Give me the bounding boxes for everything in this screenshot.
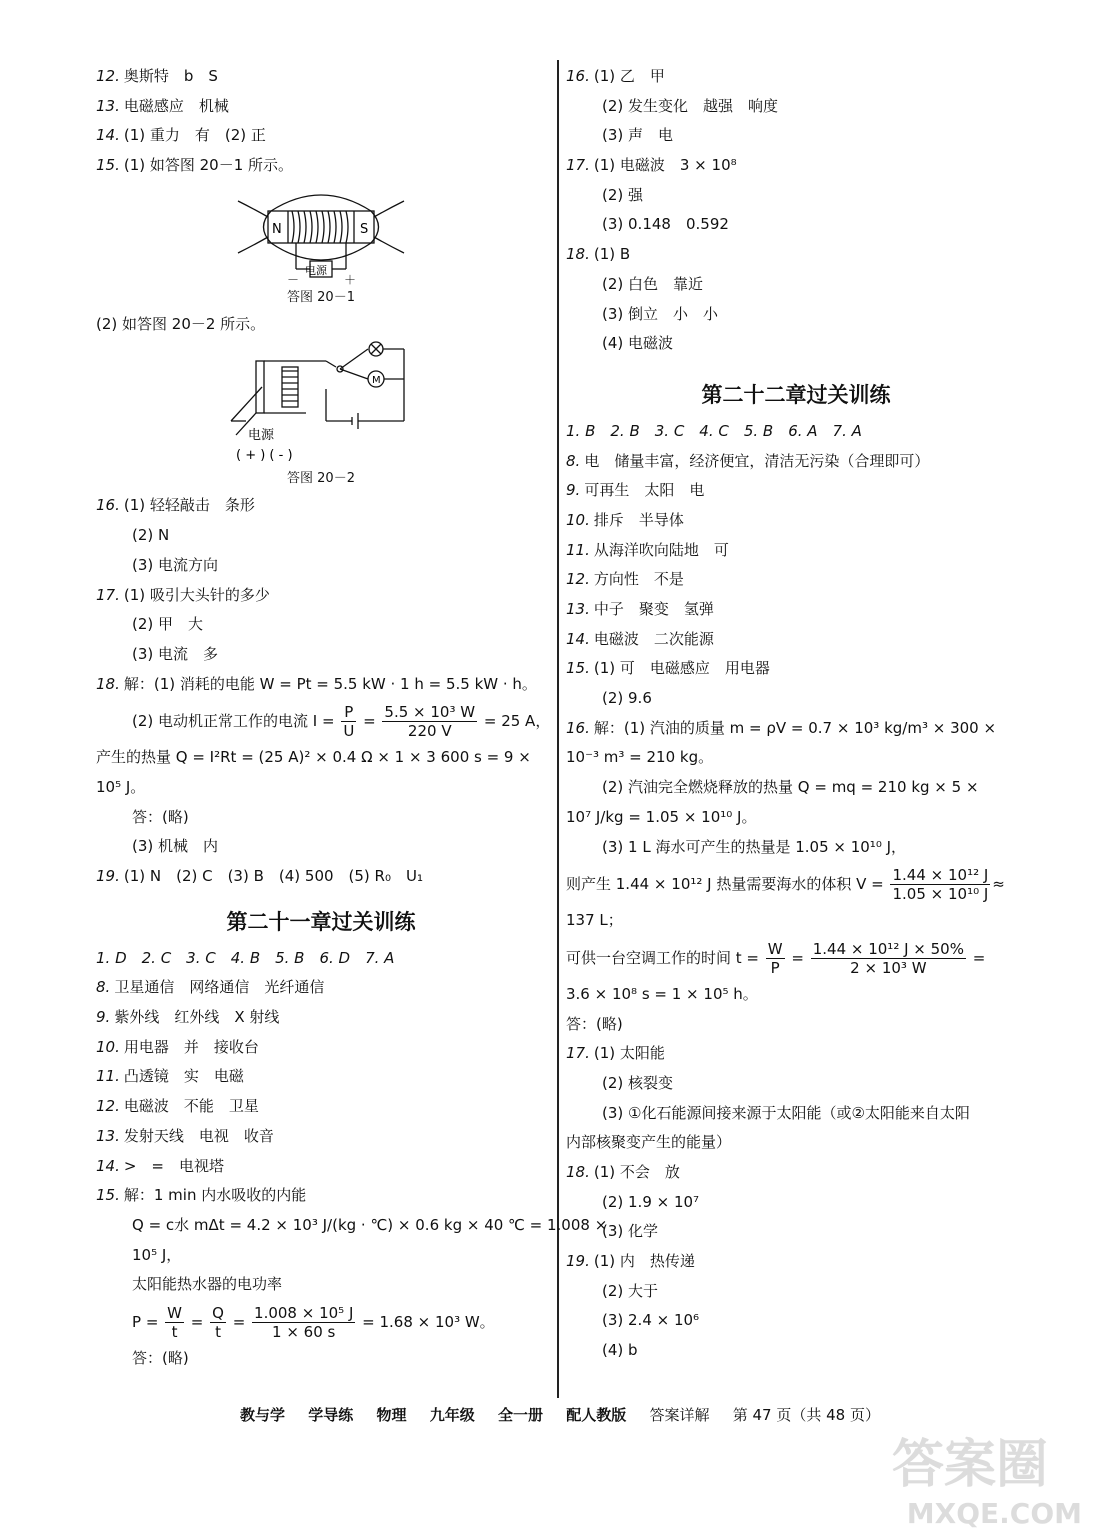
answer-17-3: (3) 电流 多 [132, 644, 219, 663]
ch22-answer-8: 8. 电 储量丰富，经济便宜，清洁无污染（合理即可） [566, 451, 930, 470]
answer-13: 13. 电磁感应 机械 [96, 96, 229, 115]
ch21-answer-10: 10. 用电器 并 接收台 [96, 1037, 259, 1056]
fig1-south-label: S [360, 221, 369, 237]
answer-18-heat: 产生的热量 Q = I²Rt = (25 A)² × 0.4 Ω × 1 × 3 600 s = 9 × [96, 748, 531, 767]
answer-17-right-3: (3) 0.148 0.592 [602, 215, 729, 234]
ch22-answer-11: 11. 从海洋吹向陆地 可 [566, 540, 729, 559]
answer-16: 16. (1) 轻轻敲击 条形 [96, 496, 255, 515]
answer-16-3: (3) 电流方向 [132, 555, 219, 574]
ch21-answer-15: 15. 解：1 min 内水吸收的内能 [96, 1186, 307, 1205]
figure-20-1-solenoid [96, 181, 546, 286]
ch22-answer-17: 17. (1) 太阳能 [566, 1044, 665, 1063]
fig1-minus-label: － [287, 272, 300, 286]
answer-18-right-2: (2) 白色 靠近 [602, 274, 704, 293]
answer-16-2: (2) N [132, 526, 170, 545]
answer-17-right: 17. (1) 电磁波 3 × 10⁸ [566, 156, 737, 175]
ch22-answer-16-heat-cont: 10⁷ J/kg = 1.05 × 10¹⁰ J。 [566, 807, 757, 826]
ch22-answer-16-volume-result: 137 L； [566, 911, 623, 930]
answer-19: 19. (1) N (2) C (3) B (4) 500 (5) R₀ U₁ [96, 867, 423, 885]
footer-volume: 全一册 [498, 1406, 544, 1424]
ch22-answer-17-2: (2) 核裂变 [602, 1073, 674, 1092]
fig2-motor-label: M [372, 375, 381, 387]
ch21-answer-15-reply: 答：(略) [132, 1348, 189, 1367]
ch22-answer-18-3: (3) 化学 [602, 1222, 659, 1241]
ch22-answer-16-reply: 答：(略) [566, 1014, 623, 1033]
fig1-power-label: 电源 [305, 263, 327, 277]
ch21-answer-15-power-label: 太阳能热水器的电功率 [132, 1275, 283, 1294]
ch21-answer-13: 13. 发射天线 电视 收音 [96, 1126, 274, 1145]
ch22-answer-15-2: (2) 9.6 [602, 689, 652, 708]
ch22-answer-16-time: 可供一台空调工作的时间 t = $\frac{W}{P}$ = $\frac{\text{1.44 × 10¹² J × 50\%}}{\text{2 × 10³ W}}$ = [566, 939, 986, 977]
ch22-answer-17-3: (3) ①化石能源间接来源于太阳能（或②太阳能来自太阳 [602, 1103, 970, 1122]
fig2-power-label: 电源 [248, 428, 275, 444]
fraction: $\frac{P}{U}$ [343, 703, 355, 741]
fraction: $\frac{\text{1.44 × 10¹² J × 50\%}}{\text{2 × 10³ W}}$ [812, 939, 964, 977]
page-footer [240, 1404, 940, 1425]
answer-18: 18. 解：(1) 消耗的电能 W = Pt = 5.5 kW · 1 h = 5.5 kW · h。 [96, 674, 537, 693]
answer-18-right: 18. (1) B [566, 245, 631, 264]
ch21-choice-answers: 1. D 2. C 3. C 4. B 5. B 6. D 7. A [96, 948, 395, 967]
ch22-answer-16-cont: 10⁻³ m³ = 210 kg。 [566, 748, 714, 767]
footer-book-subtitle: 学导练 [308, 1406, 354, 1424]
ch22-answer-16-time-result: 3.6 × 10⁸ s = 1 × 10⁵ h。 [566, 984, 758, 1003]
ch21-answer-14: 14. > = 电视塔 [96, 1156, 224, 1175]
ch22-answer-19-2: (2) 大于 [602, 1281, 659, 1300]
ch22-answer-19-3: (3) 2.4 × 10⁶ [602, 1311, 700, 1330]
ch22-answer-16: 16. 解：(1) 汽油的质量 m = ρV = 0.7 × 10³ kg/m³ × 300 × [566, 718, 997, 737]
column-divider [557, 60, 559, 1398]
ch21-answer-8: 8. 卫星通信 网络通信 光纤通信 [96, 978, 325, 997]
ch22-answer-16-seawater: (3) 1 L 海水可产生的热量是 1.05 × 10¹⁰ J， [602, 837, 907, 856]
answer-16-right-2: (2) 发生变化 越强 响度 [602, 96, 779, 115]
figure-20-1-caption: 答图 20－1 [287, 289, 355, 305]
figure-20-2-relay-circuit [96, 339, 546, 467]
ch22-answer-19: 19. (1) 内 热传递 [566, 1252, 695, 1271]
ch22-answer-14: 14. 电磁波 二次能源 [566, 629, 714, 648]
ch21-answer-11: 11. 凸透镜 实 电磁 [96, 1067, 244, 1086]
ch21-answer-9: 9. 紫外线 红外线 X 射线 [96, 1008, 280, 1027]
ch22-answer-12: 12. 方向性 不是 [566, 570, 684, 589]
answer-15-part2: (2) 如答图 20－2 所示。 [96, 314, 266, 333]
chapter-22-title: 第二十二章过关训练 [701, 381, 891, 407]
answer-18-right-4: (4) 电磁波 [602, 334, 674, 353]
footer-subject: 物理 [376, 1406, 407, 1424]
fig1-north-label: N [272, 221, 282, 237]
ch21-answer-15-heat-cont: 10⁵ J， [132, 1245, 182, 1264]
answer-17-right-2: (2) 强 [602, 185, 644, 204]
ch22-answer-17-3-cont: 内部核聚变产生的能量） [566, 1133, 732, 1152]
answer-18-reply: 答：(略) [132, 807, 189, 826]
footer-book-title: 教与学 [240, 1406, 286, 1424]
ch21-answer-12: 12. 电磁波 不能 卫星 [96, 1097, 259, 1116]
page-number: 第 47 页（共 48 页） [732, 1406, 880, 1424]
answer-12: 12. 奥斯特 b S [96, 67, 218, 85]
watermark-text: 答案圈 [892, 1434, 1049, 1495]
answer-16-right: 16. (1) 乙 甲 [566, 67, 665, 85]
fig2-poles-label: ( + ) ( - ) [236, 448, 293, 464]
ch22-answer-19-4: (4) b [602, 1341, 638, 1360]
answer-17-2: (2) 甲 大 [132, 615, 204, 634]
fraction: $\frac{W}{t}$ [167, 1303, 182, 1341]
ch21-answer-15-heat: Q = c水 mΔt = 4.2 × 10³ J/(kg · ℃) × 0.6 kg × 40 ℃ = 1.008 × [132, 1215, 608, 1234]
answer-18-right-3: (3) 倒立 小 小 [602, 304, 719, 323]
ch22-answer-10: 10. 排斥 半导体 [566, 510, 684, 529]
chapter-21-title: 第二十一章过关训练 [226, 908, 416, 934]
fraction: $\frac{\text{5.5 × 10³ W}}{220 V}$ [384, 703, 476, 741]
answer-18-current: (2) 电动机正常工作的电流 I = $\frac{P}{U}$ = $\frac{\text{5.5 × 10³ W}}{220 V}$ = 25 A， [132, 703, 551, 741]
watermark-url: MXQE.COM [906, 1497, 1082, 1530]
answer-14: 14. (1) 重力 有 (2) 正 [96, 126, 266, 145]
figure-20-2-caption: 答图 20－2 [287, 471, 355, 487]
footer-grade: 九年级 [429, 1406, 475, 1424]
answer-17: 17. (1) 吸引大头针的多少 [96, 585, 270, 604]
answer-16-right-3: (3) 声 电 [602, 126, 674, 145]
fraction: $\frac{Q}{t}$ [212, 1303, 224, 1341]
right-column [566, 62, 1026, 1366]
fraction: $\frac{\text{1.008 × 10⁵ J}}{1 \times 60 s}$ [254, 1303, 354, 1341]
fig1-plus-label: ＋ [344, 272, 357, 286]
footer-edition: 配人教版 [566, 1406, 627, 1424]
footer-section: 答案详解 [649, 1406, 710, 1424]
ch22-answer-18: 18. (1) 不会 放 [566, 1163, 680, 1181]
ch22-answer-16-volume: 则产生 1.44 × 10¹² J 热量需要海水的体积 V = $\frac{\text{1.44 × 10¹² J}}{\text{1.05 × 10¹⁰ J}}$ ≈ [566, 866, 1005, 904]
ch22-answer-18-2: (2) 1.9 × 10⁷ [602, 1192, 700, 1211]
ch22-answer-15: 15. (1) 可 电磁感应 用电器 [566, 659, 770, 678]
answer-15: 15. (1) 如答图 20－1 所示。 [96, 156, 294, 175]
ch22-choice-answers: 1. B 2. B 3. C 4. C 5. B 6. A 7. A [566, 421, 862, 440]
answer-18-3: (3) 机械 内 [132, 837, 219, 856]
ch21-answer-15-power: P = $\frac{W}{t}$ = $\frac{Q}{t}$ = $\frac{\text{1.008 × 10⁵ J}}{1 \times 60 s}$ = 1.68 × 10³ W。 [132, 1303, 495, 1341]
watermark-logo [892, 1422, 1082, 1530]
ch22-answer-13: 13. 中子 聚变 氢弹 [566, 600, 714, 618]
ch22-answer-16-heat: (2) 汽油完全燃烧释放的热量 Q = mq = 210 kg × 5 × [602, 778, 979, 797]
answer-18-heat-cont: 10⁵ J。 [96, 777, 146, 796]
fraction: $\frac{W}{P}$ [767, 939, 783, 977]
fraction: $\frac{\text{1.44 × 10¹² J}}{\text{1.05 × 10¹⁰ J}}$ [892, 866, 989, 904]
ch22-answer-9: 9. 可再生 太阳 电 [566, 481, 705, 500]
